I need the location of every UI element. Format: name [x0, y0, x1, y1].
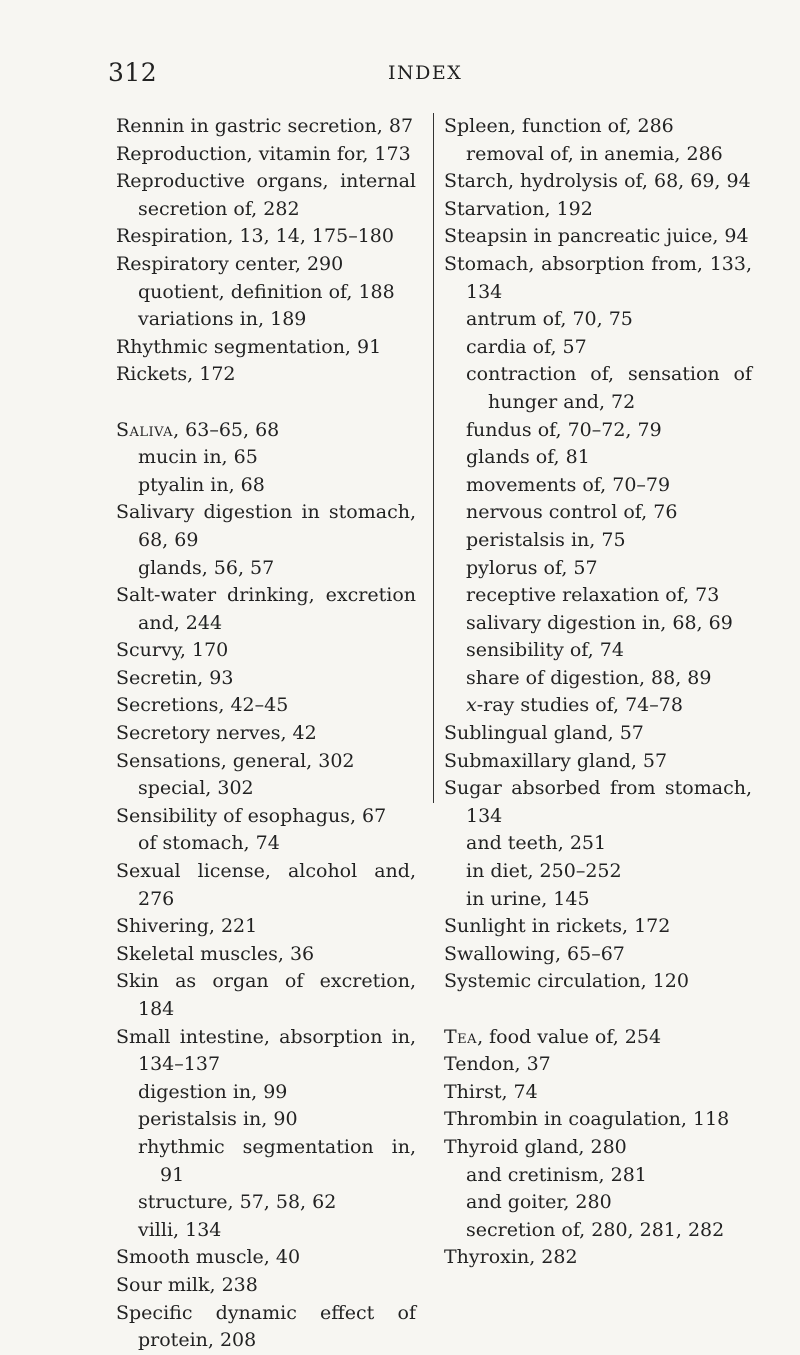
index-letter-gap [444, 996, 752, 1024]
index-entry: Sensations, general, 302 [116, 749, 355, 772]
index-entry: Rickets, 172 [116, 363, 236, 386]
index-subentry: in diet, 250–252 [466, 860, 622, 883]
index-entry: Smooth muscle, 40 [116, 1246, 301, 1269]
index-subentry: receptive relaxation of, 73 [466, 584, 720, 607]
index-entry: Stomach, absorption from, 133, 134 [444, 252, 752, 303]
index-entry: Starch, hydrolysis of, 68, 69, 94 [444, 170, 751, 193]
index-letter-gap [116, 389, 416, 417]
index-entry: Saliva, 63–65, 68 [116, 418, 280, 441]
index-entry: Thirst, 74 [444, 1080, 538, 1103]
index-entry: Sour milk, 238 [116, 1273, 258, 1296]
index-entry: Tendon, 37 [444, 1053, 551, 1076]
index-entry: Starvation, 192 [444, 197, 593, 220]
index-subentry: rhythmic segmentation in, 91 [138, 1135, 416, 1186]
index-subentry: removal of, in anemia, 286 [466, 142, 723, 165]
index-subentry: in urine, 145 [466, 887, 590, 910]
index-entry: Scurvy, 170 [116, 639, 229, 662]
index-entry: Rennin in gastric secretion, 87 [116, 115, 414, 137]
index-entry: Sensibility of esophagus, 67 [116, 804, 387, 827]
index-entry: Swallowing, 65–67 [444, 942, 625, 965]
index-subentry: peristalsis in, 90 [138, 1108, 298, 1131]
index-subentry: pylorus of, 57 [466, 556, 598, 579]
index-subentry: x-ray studies of, 74–78 [466, 694, 683, 717]
index-entry: Thyroid gland, 280 [444, 1135, 627, 1158]
index-subentry: ptyalin in, 68 [138, 473, 265, 496]
index-entry: Respiratory center, 290 [116, 252, 344, 275]
index-entry: Sexual license, alcohol and, 276 [116, 860, 416, 910]
index-entry: Systemic circulation, 120 [444, 970, 689, 993]
index-entry: Reproduction, vitamin for, 173 [116, 142, 411, 165]
index-entry: Salt-water drinking, excretion and, 244 [116, 584, 416, 634]
index-entry: Sublingual gland, 57 [444, 722, 644, 745]
index-subentry: quotient, definition of, 188 [138, 280, 395, 303]
index-entry: Reproductive organs, internal secretion of, 282 [116, 170, 416, 220]
index-entry: Salivary digestion in stomach, 68, 69 [116, 501, 416, 551]
index-entry: Skin as organ of excretion, 184 [116, 970, 416, 1020]
index-entry: Thyroxin, 282 [444, 1246, 578, 1269]
index-subentry: sensibility of, 74 [466, 639, 624, 662]
index-entry: Skeletal muscles, 36 [116, 942, 315, 965]
index-subentry: cardia of, 57 [466, 335, 587, 358]
index-entry: Shivering, 221 [116, 915, 258, 938]
index-subentry: peristalsis in, 75 [466, 528, 626, 551]
index-subentry: structure, 57, 58, 62 [138, 1191, 337, 1214]
index-entry: Small intestine, absorption in, 134–137 [116, 1025, 416, 1076]
index-subentry: glands of, 81 [466, 446, 590, 469]
index-column-right [433, 113, 752, 1269]
index-subentry: mucin in, 65 [138, 446, 258, 469]
index-entry: Secretions, 42–45 [116, 694, 289, 717]
index-subentry: digestion in, 99 [138, 1080, 288, 1103]
index-entry: Respiration, 13, 14, 175–180 [116, 225, 394, 248]
index-entry: Thrombin in coagulation, 118 [444, 1108, 730, 1131]
index-subentry: glands, 56, 57 [138, 556, 275, 579]
index-entry: Sugar absorbed from stomach, 134 [444, 777, 752, 827]
index-subentry: variations in, 189 [138, 308, 307, 331]
index-entry: Sunlight in rickets, 172 [444, 915, 671, 938]
index-subentry: contraction of, sensation of hunger and, 72 [466, 363, 752, 413]
index-subentry: salivary digestion in, 68, 69 [466, 611, 733, 634]
index-entry: Tea, food value of, 254 [444, 1025, 662, 1048]
page-number: 312 [108, 58, 158, 87]
index-subentry: secretion of, 280, 281, 282 [466, 1218, 725, 1241]
index-subentry: antrum of, 70, 75 [466, 308, 633, 331]
index-column-left [116, 113, 416, 1355]
index-subentry: and cretinism, 281 [466, 1163, 647, 1186]
index-entry: Specific dynamic effect of protein, 208 [116, 1301, 416, 1352]
index-entry: Secretory nerves, 42 [116, 722, 317, 745]
index-subentry: fundus of, 70–72, 79 [466, 418, 662, 441]
index-subentry: and teeth, 251 [466, 832, 607, 855]
index-entry: Rhythmic segmentation, 91 [116, 335, 382, 358]
index-subentry: villi, 134 [138, 1218, 222, 1241]
index-entry: Submaxillary gland, 57 [444, 749, 668, 772]
running-head: INDEX [388, 62, 463, 84]
index-subentry: movements of, 70–79 [466, 473, 671, 496]
index-subentry: of stomach, 74 [138, 832, 280, 855]
index-entry: Steapsin in pancreatic juice, 94 [444, 225, 749, 248]
index-subentry: and goiter, 280 [466, 1191, 612, 1214]
page-header [108, 58, 692, 88]
index-entry: Spleen, function of, 286 [444, 115, 674, 137]
index-subentry: nervous control of, 76 [466, 501, 678, 524]
index-entry: Secretin, 93 [116, 666, 234, 689]
index-subentry: special, 302 [138, 777, 254, 800]
index-subentry: share of digestion, 88, 89 [466, 666, 712, 689]
